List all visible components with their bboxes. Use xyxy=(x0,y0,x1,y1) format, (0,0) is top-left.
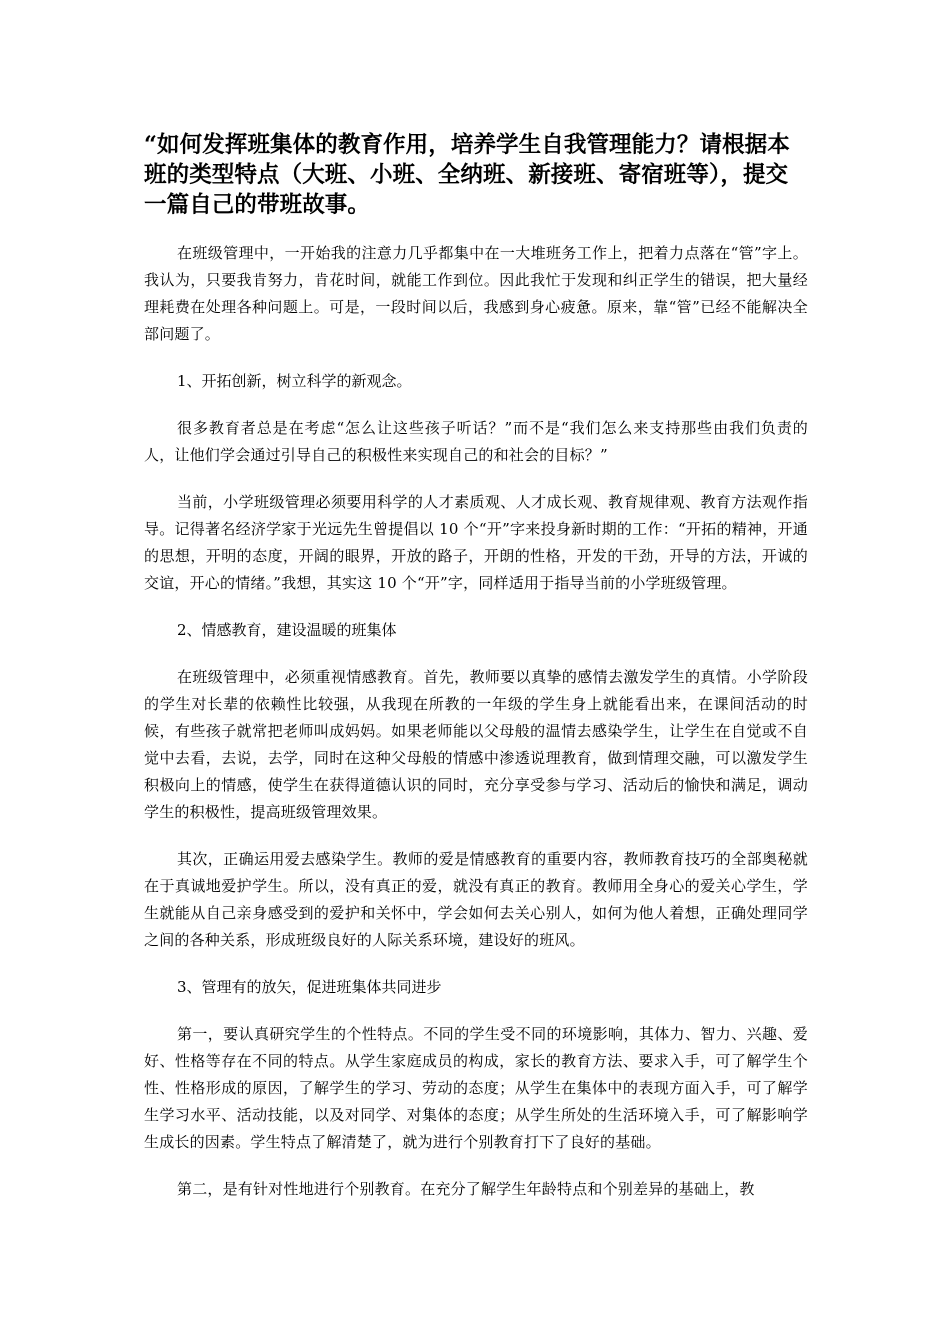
section-heading-3: 3、管理有的放矢，促进班集体共同进步 xyxy=(177,978,442,996)
paragraph-1b: 当前，小学班级管理必须要用科学的人才素质观、人才成长观、教育规律观、教育方法观作指导。记得著名经济学家于光远先生曾提倡以 10 个“开”字来投身新时期的工作：“开拓的精神，开通的思想，开明的态度，开阔的眼界，开放的路子，开朗的性格，开发的干劲，开导的方法，开诚的交谊，开心的情绪。”我想，其实这 10 个“开”字，同样适用于指导当前的小学班级管理。 xyxy=(144,493,808,592)
paragraph-1a: 很多教育者总是在考虑“怎么让这些孩子听话？”而不是“我们怎么来支持那些由我们负责的人，让他们学会通过引导自己的积极性来实现自己的和社会的目标？” xyxy=(144,419,808,464)
paragraph-2a: 在班级管理中，必须重视情感教育。首先，教师要以真挚的感情去激发学生的真情。小学阶段的学生对长辈的依赖性比较强，从我现在所教的一年级的学生身上就能看出来，在课间活动的时候，有些孩子就常把老师叫成妈妈。如果老师能以父母般的温情去感染学生，让学生在自觉或不自觉中去看，去说，去学，同时在这种父母般的情感中渗透说理教育，做到情理交融，可以激发学生积极向上的情感，使学生在获得道德认识的同时，充分享受参与学习、活动后的愉快和满足，调动学生的积极性，提高班级管理效果。 xyxy=(144,668,808,821)
section-heading-1: 1、开拓创新，树立科学的新观念。 xyxy=(177,372,412,390)
document-title: “如何发挥班集体的教育作用，培养学生自我管理能力？请根据本班的类型特点（大班、小班、全纳班、新接班、寄宿班等），提交一篇自己的带班故事。 xyxy=(144,132,790,218)
section-heading-2: 2、情感教育，建设温暖的班集体 xyxy=(177,621,397,639)
paragraph-intro: 在班级管理中，一开始我的注意力几乎都集中在一大堆班务工作上，把着力点落在“管”字上。我认为，只要我肯努力，肯花时间，就能工作到位。因此我忙于发现和纠正学生的错误，把大量经理耗费在处理各种问题上。可是，一段时间以后，我感到身心疲惫。原来，靠“管”已经不能解决全部问题了。 xyxy=(144,244,808,343)
paragraph-3b: 第二，是有针对性地进行个别教育。在充分了解学生年龄特点和个别差异的基础上，教 xyxy=(177,1180,755,1198)
paragraph-3a: 第一，要认真研究学生的个性特点。不同的学生受不同的环境影响，其体力、智力、兴趣、爱好、性格等存在不同的特点。从学生家庭成员的构成，家长的教育方法、要求入手，可了解学生个性、性格形成的原因，了解学生的学习、劳动的态度；从学生在集体中的表现方面入手，可了解学生学习水平、活动技能，以及对同学、对集体的态度；从学生所处的生活环境入手，可了解影响学生成长的因素。学生特点了解清楚了，就为进行个别教育打下了良好的基础。 xyxy=(144,1025,808,1151)
paragraph-2b: 其次，正确运用爱去感染学生。教师的爱是情感教育的重要内容，教师教育技巧的全部奥秘就在于真诚地爱护学生。所以，没有真正的爱，就没有真正的教育。教师用全身心的爱关心学生，学生就能从自己亲身感受到的爱护和关怀中，学会如何去关心别人，如何为他人着想，正确处理同学之间的各种关系，形成班级良好的人际关系环境，建设好的班风。 xyxy=(144,850,808,949)
document-page xyxy=(144,130,808,1223)
